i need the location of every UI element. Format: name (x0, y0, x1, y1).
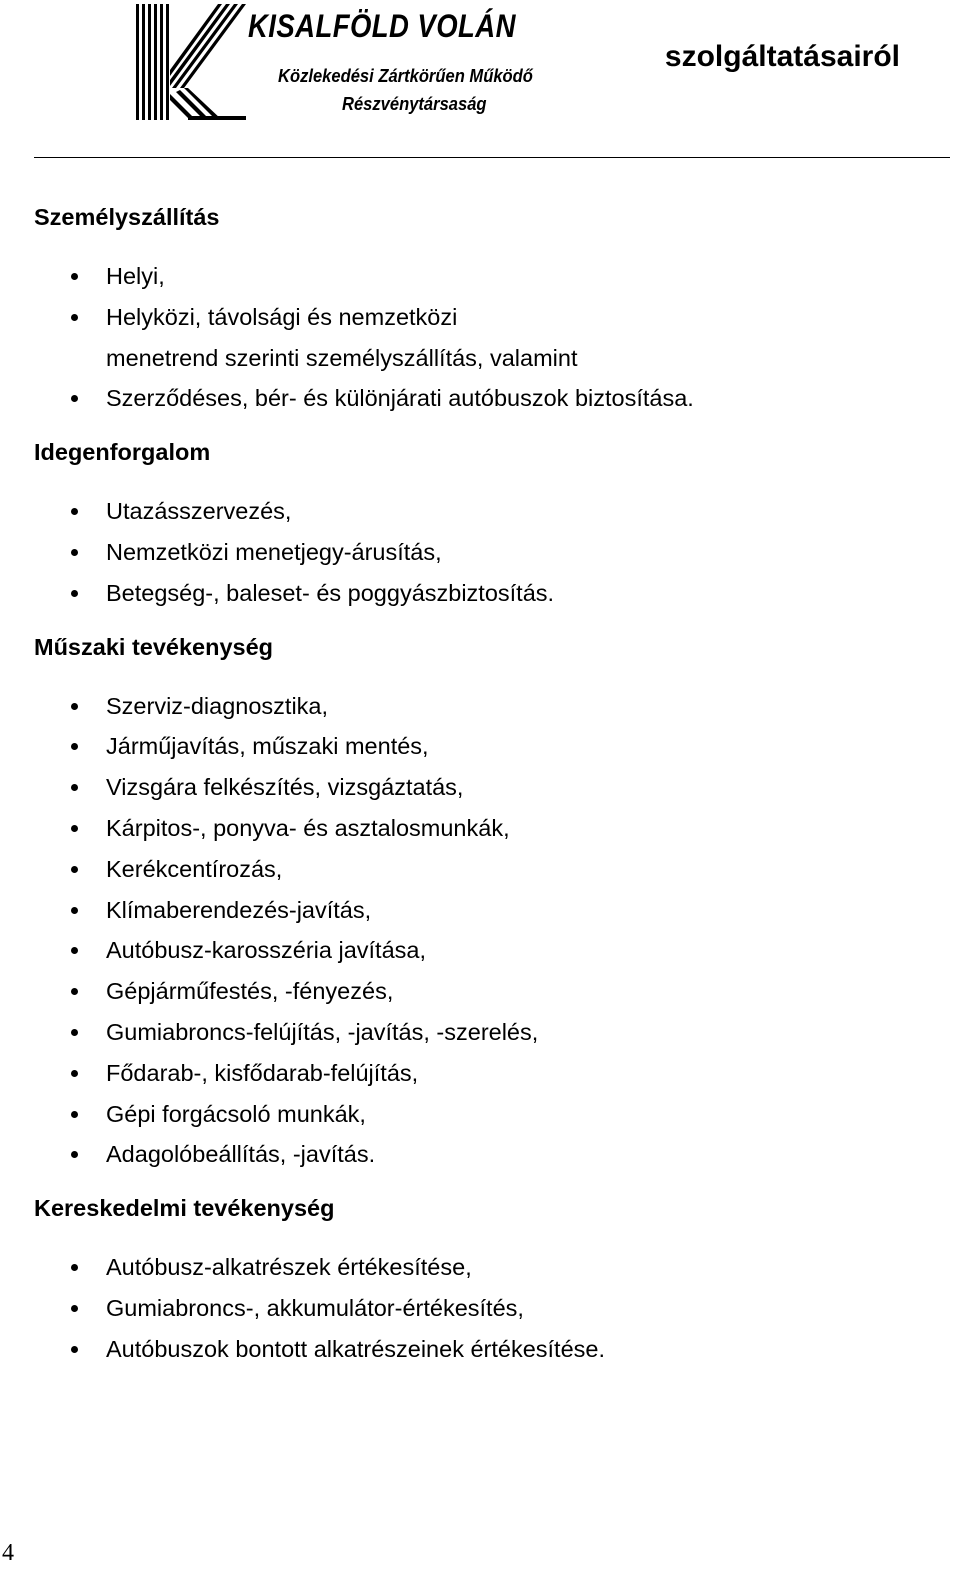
list-item-text: Helyi, (106, 263, 165, 289)
list-item (34, 1053, 934, 1094)
list-item-text: Autóbusz-karosszéria javítása, (106, 937, 427, 964)
k-logo-icon (136, 4, 246, 120)
list-item-text: Gumiabroncs-, akkumulátor-értékesítés, (106, 1294, 524, 1321)
header-divider (34, 157, 950, 158)
company-subtitle-line2: Részvénytársaság (342, 94, 487, 114)
list-item-text: Autóbuszok bontott alkatrészeinek értékesítése. (106, 1335, 606, 1362)
list-item (34, 767, 934, 808)
bullet-icon (71, 825, 78, 832)
list-item (34, 1247, 934, 1288)
section-idegenforgalom (34, 437, 934, 613)
section-szemelyszallitas (34, 202, 934, 419)
company-subtitle-line1: Közlekedési Zártkörűen Működő (278, 66, 533, 86)
list-item-text: Kerékcentírozás, (106, 855, 283, 882)
section-title: Kereskedelmi tevékenység (34, 1195, 335, 1222)
bullet-icon (71, 1151, 78, 1158)
list-item-text: Betegség-, baleset- és poggyászbiztosítás. (106, 579, 555, 606)
list-item-text: Gépi forgácsoló munkák, (106, 1100, 366, 1127)
list-item (34, 971, 934, 1012)
bullet-icon (71, 1070, 78, 1077)
company-name: KISALFÖLD VOLÁN (248, 8, 516, 44)
list-item-text: Utazásszervezés, (106, 498, 292, 525)
list-item-text: Gumiabroncs-felújítás, -javítás, -szerelés, (106, 1018, 539, 1045)
list-item-text: Vizsgára felkészítés, vizsgáztatás, (106, 774, 464, 801)
company-logo (136, 4, 576, 120)
list-item-text: Gépjárműfestés, -fényezés, (106, 978, 394, 1005)
section-muszaki-tevekenyseg (34, 632, 934, 1176)
section-list (34, 491, 934, 613)
list-item-text: Fődarab-, kisfődarab-felújítás, (106, 1059, 419, 1086)
section-list (34, 1247, 934, 1369)
list-item (34, 378, 934, 419)
list-item-text: Nemzetközi menetjegy-árusítás, (106, 538, 442, 565)
bullet-icon (71, 1111, 78, 1118)
list-item (34, 573, 934, 614)
page-number: 4 (2, 1540, 14, 1566)
list-item (34, 532, 934, 573)
list-item-text: Szerviz-diagnosztika, (106, 692, 329, 719)
bullet-icon (71, 743, 78, 750)
section-title: Személyszállítás (34, 204, 220, 230)
bullet-icon (71, 508, 78, 515)
list-item-text: Szerződéses, bér- és különjárati autóbuszok biztosítása. (106, 385, 694, 412)
document-body (34, 190, 934, 1388)
bullet-icon (71, 907, 78, 914)
list-item-text: Járműjavítás, műszaki mentés, (106, 733, 429, 760)
list-item (34, 1288, 934, 1329)
list-item-text: Adagolóbeállítás, -javítás. (106, 1141, 376, 1168)
bullet-icon (71, 395, 78, 402)
section-list (34, 256, 934, 419)
list-item-text: menetrend szerinti személyszállítás, valamint (106, 344, 578, 371)
list-item (34, 849, 934, 890)
bullet-icon (71, 866, 78, 873)
list-item (34, 1329, 934, 1370)
bullet-icon (71, 988, 78, 995)
list-item-text: Kárpitos-, ponyva- és asztalosmunkák, (106, 814, 510, 841)
list-item (34, 1094, 934, 1135)
bullet-icon (71, 703, 78, 710)
section-list (34, 686, 934, 1176)
bullet-icon (71, 1264, 78, 1271)
list-item-text: Autóbusz-alkatrészek értékesítése, (106, 1254, 472, 1281)
list-item (34, 1134, 934, 1175)
list-item (34, 890, 934, 931)
bullet-icon (71, 1346, 78, 1353)
bullet-icon (71, 784, 78, 791)
list-item (34, 726, 934, 767)
list-item-continuation (34, 338, 934, 379)
list-item (34, 1012, 934, 1053)
list-item (34, 491, 934, 532)
header-title: szolgáltatásairól (664, 40, 900, 73)
page-header (0, 0, 960, 170)
bullet-icon (71, 947, 78, 954)
list-item (34, 297, 934, 338)
section-kereskedelmi-tevekenyseg (34, 1193, 934, 1369)
list-item (34, 256, 934, 297)
list-item-text: Klímaberendezés-javítás, (106, 896, 372, 923)
bullet-icon (71, 590, 78, 597)
list-item (34, 930, 934, 971)
section-title: Idegenforgalom (34, 439, 211, 466)
list-item (34, 808, 934, 849)
section-title: Műszaki tevékenység (34, 633, 274, 660)
bullet-icon (71, 1029, 78, 1036)
bullet-icon (71, 314, 78, 321)
bullet-icon (71, 273, 78, 280)
list-item (34, 686, 934, 727)
list-item-text: Helyközi, távolsági és nemzetközi (106, 303, 458, 330)
bullet-icon (71, 1305, 78, 1312)
bullet-icon (71, 549, 78, 556)
